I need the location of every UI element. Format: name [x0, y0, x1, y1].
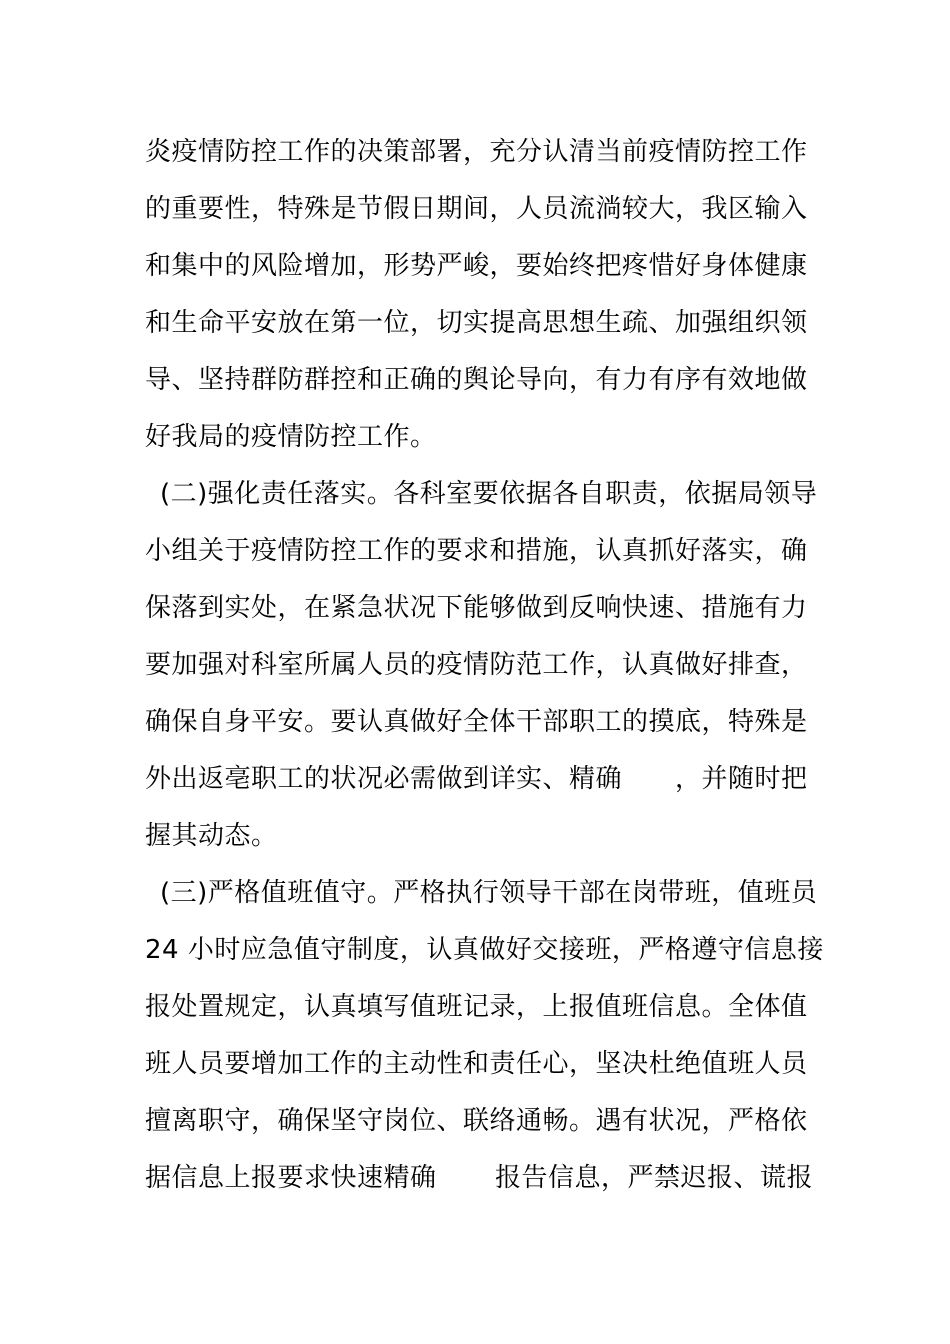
- section-heading-line: (三)严格值班值守。严格执行领导干部在岗带班，值班员: [160, 878, 818, 908]
- section-heading-line: (二)强化责任落实。各科室要依据各自职责，依据局领导: [160, 479, 818, 509]
- line-segment: ，并随时把: [675, 764, 808, 794]
- paragraph-line: 报处置规定，认真填写值班记录，上报值班信息。全体值: [145, 992, 808, 1022]
- paragraph-line: 擅离职守，确保坚守岗位、联络通畅。遇有状况，严格依: [145, 1106, 808, 1136]
- line-segment: 据信息上报要求快速精确: [145, 1163, 437, 1193]
- paragraph-line: 保落到实处，在紧急状况下能够做到反响快速、措施有力: [145, 593, 808, 623]
- paragraph-line: [145, 1161, 815, 1195]
- paragraph-line: 好我局的疫情防控工作。: [145, 422, 437, 452]
- paragraph-line: 炎疫情防控工作的决策部署，充分认清当前疫情防控工作: [145, 137, 808, 167]
- paragraph-line: 的重要性，特殊是节假日期间，人员流淌较大，我区输入: [145, 194, 808, 224]
- paragraph-line: 握其动态。: [145, 821, 278, 851]
- paragraph-line: 24 小时应急值守制度，认真做好交接班，严格遵守信息接: [145, 935, 824, 965]
- paragraph-line: 班人员要增加工作的主动性和责任心，坚决杜绝值班人员: [145, 1049, 808, 1079]
- line-segment: 外出返亳职工的状况必需做到详实、精确: [145, 764, 623, 794]
- paragraph-line: 要加强对科室所属人员的疫情防范工作，认真做好排查，: [145, 650, 808, 680]
- paragraph-line: 小组关于疫情防控工作的要求和措施，认真抓好落实，确: [145, 536, 808, 566]
- line-segment: 报告信息，严禁迟报、谎报: [495, 1163, 814, 1193]
- paragraph-line: 确保自身平安。要认真做好全体干部职工的摸底，特殊是: [145, 707, 808, 737]
- paragraph-line: 和生命平安放在第一位，切实提高思想生疏、加强组织领: [145, 308, 808, 338]
- paragraph-line: 和集中的风险增加，形势严峻，要始终把疼惜好身体健康: [145, 251, 808, 281]
- paragraph-line: 导、坚持群防群控和正确的舆论导向，有力有序有效地做: [145, 365, 808, 395]
- paragraph-line: [145, 762, 815, 796]
